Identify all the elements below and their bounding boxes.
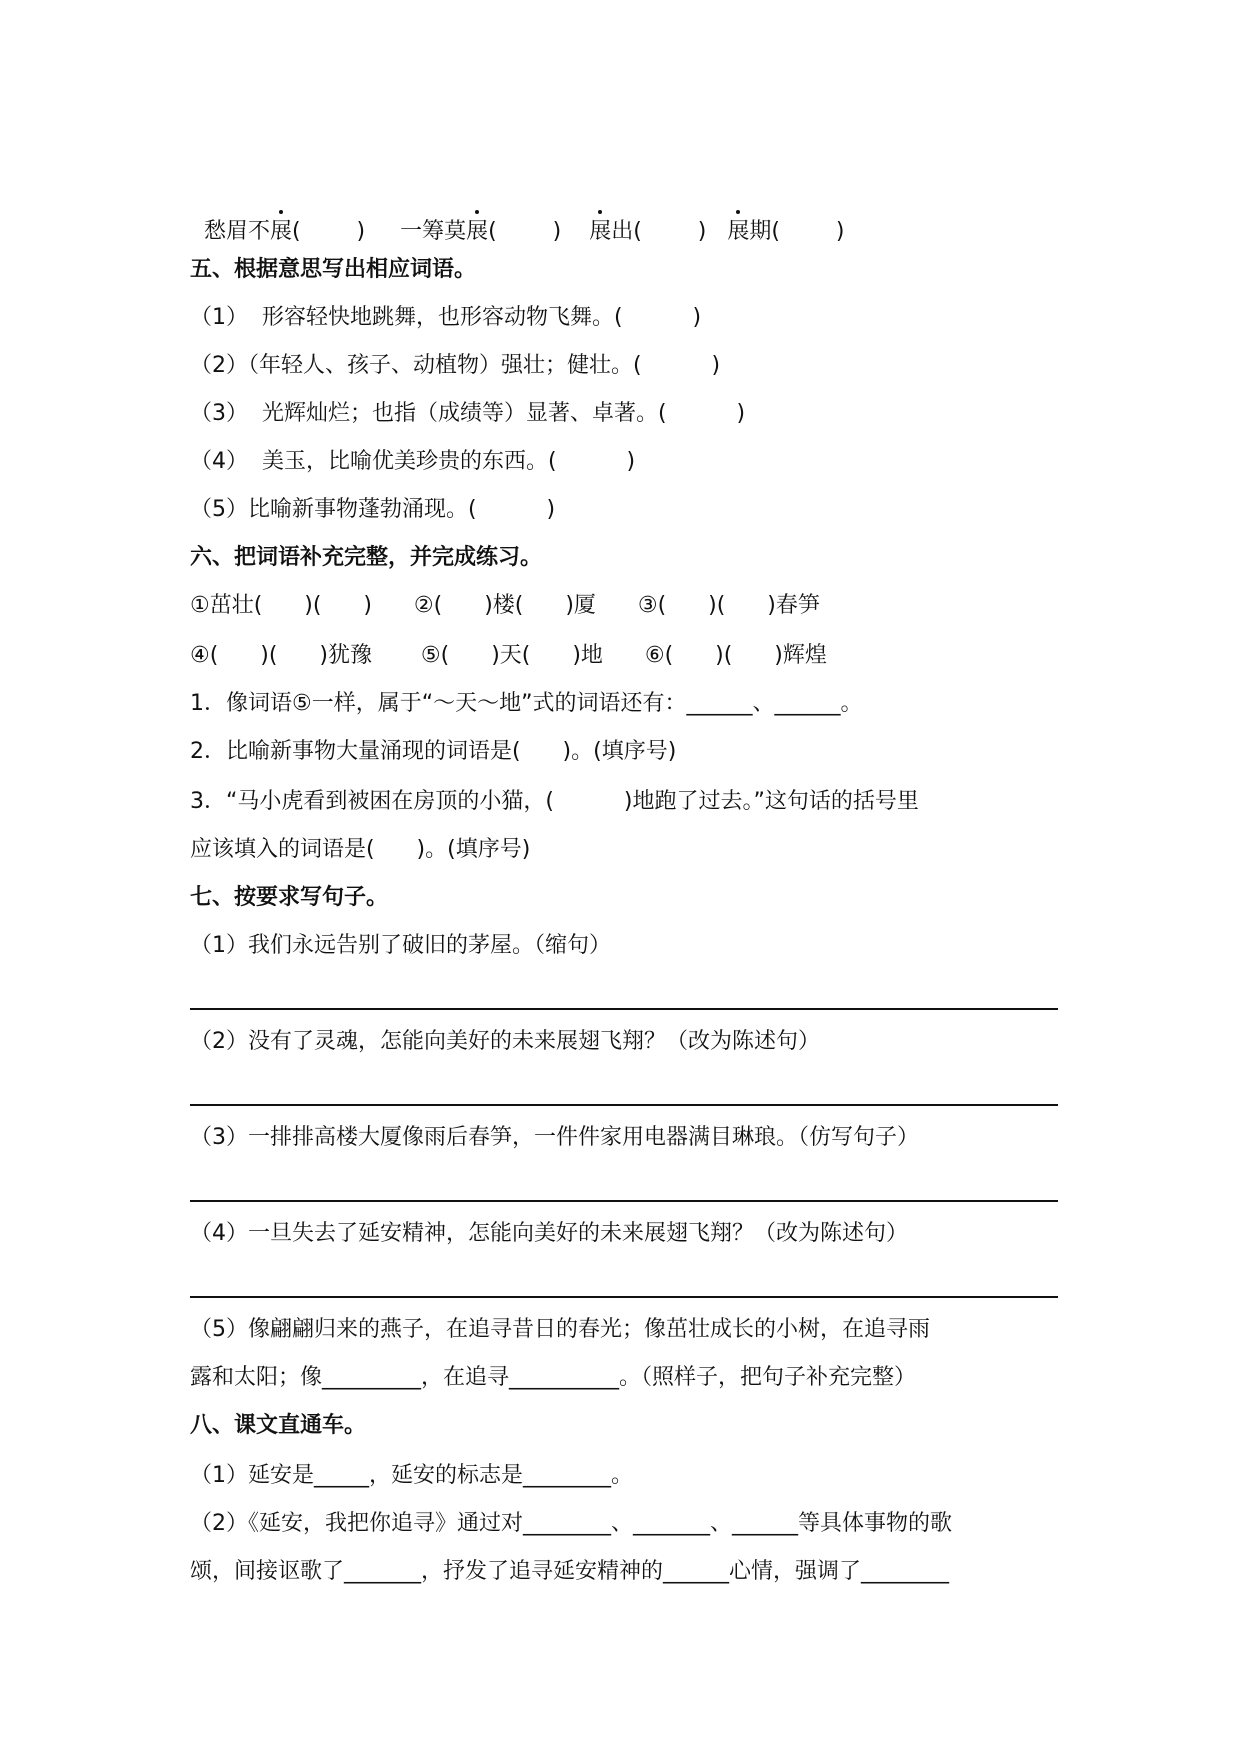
section-7-item-5: （5）像翩翩归来的燕子，在追寻昔日的春光；像茁壮成长的小树，在追寻雨 [190,1317,930,1342]
word-blank: ( ) [292,219,366,244]
section-7-item-2: （2）没有了灵魂，怎能向美好的未来展翅飞翔？（改为陈述句） [190,1029,820,1054]
section-6-question-1: 1．像词语⑤一样，属于“～天～地”式的词语还有：______、______。 [190,691,863,716]
answer-line-3 [190,1200,1058,1202]
section-8-item-2: （2）《延安，我把你追寻》通过对________、_______、______等具体事物的歌 [190,1511,952,1536]
section-5-item-5: （5）比喻新事物蓬勃涌现。( ) [190,497,556,522]
section-6-words-row-2: ④( )( )犹豫 ⑤( )天( )地 ⑥( )( )辉煌 [190,643,827,668]
section-5-title: 五、根据意思写出相应词语。 [190,257,477,282]
answer-line-2 [190,1104,1058,1106]
word-blank: ( ) [488,219,562,244]
section-8-item-1: （1）延安是_____，延安的标志是________。 [190,1463,633,1488]
dotted-words-row [190,184,845,248]
section-6-words-row-1: ①茁壮( )( ) ②( )楼( )厦 ③( )( )春笋 [190,593,820,618]
answer-line-1 [190,1008,1058,1010]
word-before: 一筹莫 [400,219,467,244]
section-7-item-5-cont: 露和太阳；像_________，在追寻__________。（照样子，把句子补充完整） [190,1365,917,1390]
section-8-item-2-cont: 颂，间接讴歌了_______，抒发了追寻延安精神的______心情，强调了________ [190,1559,950,1584]
section-6-question-2: 2．比喻新事物大量涌现的词语是( )。(填序号) [190,739,677,764]
dotted-word-3 [589,219,706,244]
dotted-word-2 [400,219,561,244]
section-5-item-1: （1） 形容轻快地跳舞，也形容动物飞舞。( ) [190,305,702,330]
section-5-item-2: （2）（年轻人、孩子、动植物）强壮；健壮。( ) [190,353,721,378]
section-5-item-4: （4） 美玉，比喻优美珍贵的东西。( ) [190,449,636,474]
answer-line-4 [190,1296,1058,1298]
word-before: 愁眉不 [204,219,271,244]
section-7-item-3: （3）一排排高楼大厦像雨后春笋，一件件家用电器满目琳琅。（仿写句子） [190,1125,919,1150]
section-7-item-1: （1）我们永远告别了破旧的茅屋。（缩句） [190,933,611,958]
section-8-title: 八、课文直通车。 [190,1413,367,1438]
word-blank: 出( ) [611,219,707,244]
dotted-word-1 [204,219,365,244]
section-6-title: 六、把词语补充完整，并完成练习。 [190,545,543,570]
section-7-title: 七、按要求写句子。 [190,885,389,910]
dotted-char: 展 [727,216,749,248]
dotted-char: 展 [466,216,488,248]
section-6-question-3-cont: 应该填入的词语是( )。(填序号) [190,837,531,862]
section-6-question-3: 3．“马小虎看到被困在房顶的小猫，( )地跑了过去。”这句话的括号里 [190,789,919,814]
section-5-item-3: （3） 光辉灿烂；也指（成绩等）显著、卓著。( ) [190,401,746,426]
section-7-item-4: （4）一旦失去了延安精神，怎能向美好的未来展翅飞翔？（改为陈述句） [190,1221,908,1246]
dotted-char: 展 [589,216,611,248]
dotted-word-4 [727,219,844,244]
word-blank: 期( ) [749,219,845,244]
dotted-char: 展 [270,216,292,248]
